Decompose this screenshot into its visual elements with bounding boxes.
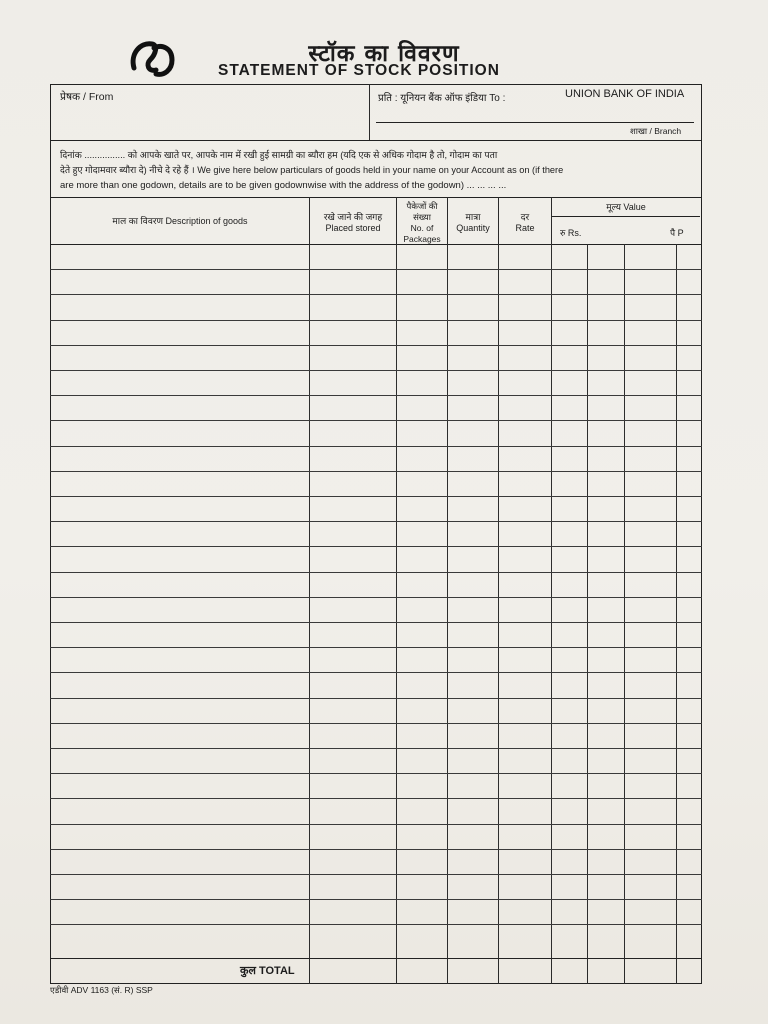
from-label: प्रेषक / From [60,91,114,103]
total-col-div-3 [447,958,448,984]
table-row [50,723,702,724]
body-col-div-7 [624,244,625,958]
intro-paragraph [60,148,700,193]
table-row [50,294,702,295]
to-address-line [376,122,694,123]
body-col-div-1 [309,244,310,958]
col-quantity-header [448,212,498,234]
col-rate-english: Rate [515,223,535,233]
form-code: एडीवी ADV 1163 (सं. R) SSP [50,985,153,995]
table-row [50,748,702,749]
title-hindi: स्टॉक का विवरण [308,40,460,67]
table-row [50,269,702,270]
header-div-1 [309,197,310,244]
table-row [50,874,702,875]
table-row [50,395,702,396]
table-row [50,824,702,825]
table-row [50,597,702,598]
table-row [50,849,702,850]
body-col-div-6 [587,244,588,958]
col-value-header: मूल्य Value [606,202,646,212]
table-row [50,899,702,900]
total-col-div-7 [624,958,625,984]
table-row [50,496,702,497]
col-packages-header [397,201,447,245]
total-col-div-6 [587,958,588,984]
branch-label: शाखा / Branch [630,126,682,136]
total-col-div-1 [309,958,310,984]
col-quantity-english: Quantity [456,223,490,233]
to-bank-name: UNION BANK OF INDIA [565,88,685,100]
col-rate-header [499,212,551,234]
table-row [50,546,702,547]
col-placed-header [310,212,396,234]
body-col-div-8 [676,244,677,958]
intro-line-2: देते हुए गोदामवार ब्यौरा दे) नीचे दे रहे हैं । We give here below particulars of goods held in your name on your Account as on (if there [60,165,564,175]
intro-line-3: are more than one godown, details are to be given godownwise with the address of the godown) ... ... ... ... [60,180,507,191]
table-row [50,798,702,799]
body-col-div-4 [498,244,499,958]
table-row [50,572,702,573]
body-col-div-2 [396,244,397,958]
table-row [50,924,702,925]
table-row [50,370,702,371]
header-div-5 [551,197,552,244]
col-packages-hindi: पैकेजों की संख्या [406,201,438,222]
table-row [50,622,702,623]
table-row [50,471,702,472]
col-description-header: माल का विवरण Description of goods [112,216,248,226]
total-label: कुल TOTAL [240,965,295,977]
col-rupees-header: रु Rs. [560,228,582,238]
to-label: प्रति : यूनियन बैंक ऑफ इंडिया To : [378,93,506,104]
table-row [50,698,702,699]
col-placed-hindi: रखे जाने की जगह [323,212,383,222]
table-row [50,773,702,774]
table-row [50,647,702,648]
total-col-div-8 [676,958,677,984]
body-col-div-5 [551,244,552,958]
table-row [50,345,702,346]
address-bottom-line [50,140,702,141]
col-packages-english: No. of Packages [403,223,441,244]
title-english: STATEMENT OF STOCK POSITION [218,62,500,79]
table-row [50,420,702,421]
header-div-3 [447,197,448,244]
total-col-div-2 [396,958,397,984]
value-sub-divider [552,216,700,217]
table-body [50,244,702,958]
table-row [50,446,702,447]
col-rate-hindi: दर [520,212,530,222]
total-col-div-5 [551,958,552,984]
intro-line-1: दिनांक ................ को आपके खाते पर, आपके नाम में रखी हुई सामग्री का ब्यौरा हम (यदि एक से अधिक गोदाम है तो, गोदाम का पता [60,150,498,160]
table-row [50,672,702,673]
table-row [50,320,702,321]
col-quantity-hindi: मात्रा [465,212,481,222]
total-col-div-4 [498,958,499,984]
col-placed-english: Placed stored [325,223,381,233]
header-div-4 [498,197,499,244]
address-divider [369,84,370,140]
table-top-line [50,197,702,198]
header-div-2 [396,197,397,244]
table-row [50,521,702,522]
total-row-top-line [50,958,702,959]
body-col-div-3 [447,244,448,958]
col-paise-header: पै P [670,228,684,238]
